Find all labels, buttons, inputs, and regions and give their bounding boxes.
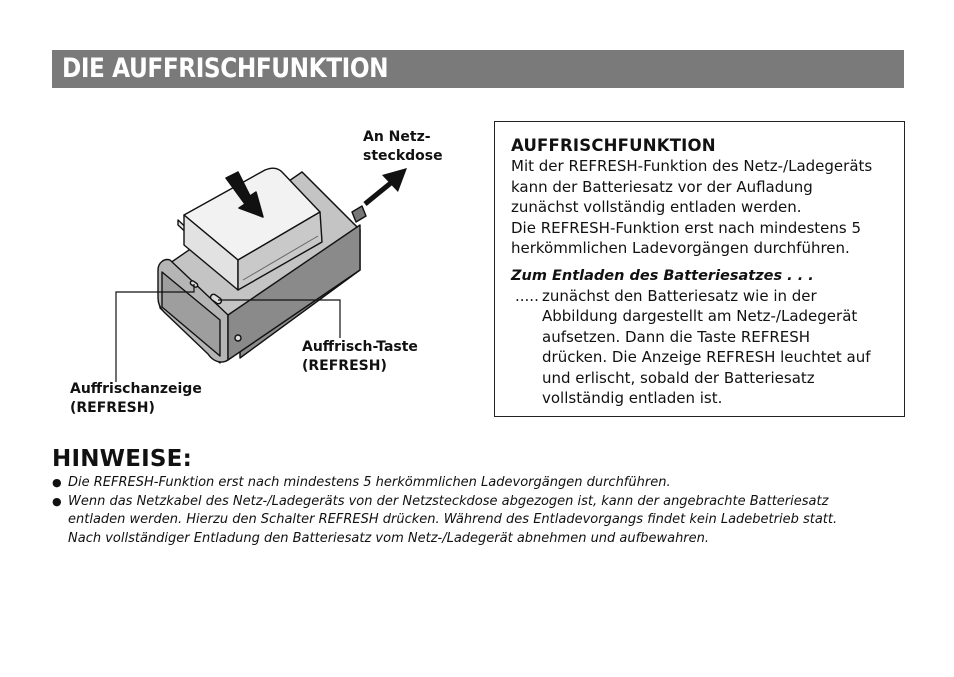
mains-callout [363, 128, 443, 166]
note-line: entladen werden. Hierzu den Schalter REFRESH drücken. Während des Entladevorgangs findet kein Ladebetrieb statt. [68, 512, 838, 527]
info-box-line: Mit der REFRESH-Funktion des Netz-/Ladegeräts [511, 157, 873, 175]
step-line: zunächst den Batteriesatz wie in der [542, 286, 817, 305]
step-leader-dots: ..... [515, 286, 539, 305]
info-box-line: zunächst vollständig entladen werden. [511, 198, 802, 216]
notes-heading: HINWEISE: [52, 446, 192, 472]
step-line: drücken. Die Anzeige REFRESH leuchtet auf [542, 348, 871, 366]
bullet-icon: ● [52, 494, 62, 508]
mains-callout-line-1: An Netz- [363, 129, 431, 145]
step-line: aufsetzen. Dann die Taste REFRESH [542, 327, 811, 346]
step-line: und erlischt, sobald der Batteriesatz [542, 368, 815, 387]
step-line: vollständig entladen ist. [542, 389, 723, 407]
refresh-button-callout-line-2: (REFRESH) [302, 358, 387, 374]
page-title: DIE AUFFRISCHFUNKTION [62, 53, 389, 84]
discharge-subheading: Zum Entladen des Batteriesatzes . . . [511, 267, 814, 284]
refresh-info-box [494, 121, 905, 417]
note-line: Nach vollständiger Entladung den Batteriesatz vom Netz-/Ladegerät abnehmen und aufbewahren. [68, 530, 710, 546]
notes-list [52, 474, 912, 548]
note-line: Die REFRESH-Funktion erst nach mindestens 5 herkömmlichen Ladevorgängen durchführen. [68, 475, 671, 490]
refresh-indicator-callout-line-2: (REFRESH) [70, 400, 155, 416]
plug-arrow-icon [365, 168, 407, 204]
plug-connector [352, 206, 366, 222]
title-bar [52, 50, 904, 88]
info-box-line: Die REFRESH-Funktion erst nach mindestens 5 [511, 218, 862, 237]
info-box-title: AUFFRISCHFUNKTION [511, 136, 716, 155]
mains-callout-line-2: steckdose [363, 148, 443, 164]
refresh-button-callout [302, 338, 418, 376]
note-item-2 [52, 493, 912, 549]
note-item-1 [52, 474, 912, 493]
info-box-line: kann der Batteriesatz vor der Aufladung [511, 177, 813, 196]
step-line: Abbildung dargestellt am Netz-/Ladegerät [542, 307, 858, 325]
refresh-button-callout-line-1: Auffrisch-Taste [302, 339, 418, 355]
note-line: Wenn das Netzkabel des Netz-/Ladegeräts von der Netzsteckdose abgezogen ist, kann der angebrachte Batteriesatz [68, 493, 829, 509]
discharge-step [511, 286, 890, 409]
refresh-indicator-callout-line-1: Auffrischanzeige [70, 381, 202, 397]
info-box-line: herkömmlichen Ladevorgängen durchführen. [511, 239, 850, 257]
refresh-indicator-callout [70, 380, 202, 418]
bullet-icon: ● [52, 476, 62, 489]
switch-dot [235, 335, 241, 341]
